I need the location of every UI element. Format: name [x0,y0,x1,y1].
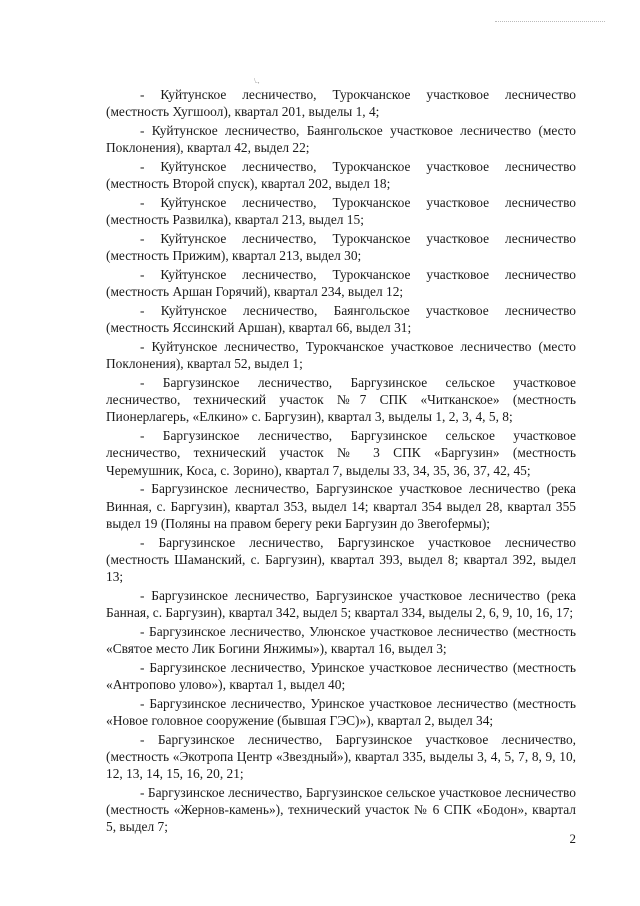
list-item: - Баргузинское лесничество, Баргузинское участковое лесничество (река Банная, с. Баргузин), квартал 342, выдел 5; квартал 334, выделы 2, 6, 9, 10, 16, 17; [106,587,576,621]
list-item: - Куйтунское лесничество, Турокчанское участковое лесничество (место Поклонения), квартал 52, выдел 1; [106,339,576,372]
list-item: - Баргузинское лесничество, Улюнское участковое лесничество (местность «Святое место Лик Богини Янжимы»), квартал 16, выдел 3; [106,623,576,657]
list-item: - Баргузинское лесничество, Баргузинское участковое лесничество (река Винная, с. Баргузин), квартал 353, выдел 14; квартал 354 выдел 28, квартал 355 выдел 19 (Поляны на правом берегу реки Баргузин до Звerofермы); [106,481,576,531]
scan-mark [495,21,605,23]
list-item: - Баргузинское лесничество, Баргузинское участковое лесничество, (местность «Экотропа Центр «Звездный»), квартал 335, выделы 3, 4, 5, 7, 8, 9, 10, 12, 13, 14, 15, 16, 20, 21; [106,731,576,782]
list-item: - Куйтунское лесничество, Турокчанское участковое лесничество (местность Прижим), квартал 213, выдел 30; [106,231,576,264]
list-item: - Куйтунское лесничество, Турокчанское участковое лесничество (местность Второй спуск), квартал 202, выдел 18; [106,159,576,192]
list-item: - Баргузинское лесничество, Баргузинское сельское участковое лесничество (местность «Жернов-камень»), технический участок № 6 СПК «Бодон», квартал 5, выдел 7; [106,785,576,835]
list-item: - Баргузинское лесничество, Баргузинское участковое лесничество (местность Шаманский, с. Баргузин), квартал 393, выдел 8; квартал 392, выдел 13; [106,534,576,585]
list-item: - Куйтунское лесничество, Турокчанское участковое лесничество (местность Хугшоол), квартал 201, выделы 1, 4; [106,87,576,120]
list-item: - Куйтунское лесничество, Турокчанское участковое лесничество (местность Развилка), квартал 213, выдел 15; [106,195,576,228]
list-item: - Куйтунское лесничество, Баянгольское участковое лесничество (место Поклонения), квартал 42, выдел 22; [106,123,576,156]
page-number: 2 [569,831,576,846]
paragraph-list [106,86,576,837]
list-item: - Баргузинское лесничество, Уринское участковое лесничество (местность «Новое головное сооружение (бывшая ГЭС)»), квартал 2, выдел 34; [106,695,576,729]
scan-artifact: \., [254,77,260,85]
list-item: - Баргузинское лесничество, Баргузинское сельское участковое лесничество, технический участок №7 СПК «Читканское» (местность Пионерлагерь, «Елкино» с. Баргузин), квартал 3, выделы 1, 2, 3, 4, 5, 8; [106,375,576,425]
list-item: - Баргузинское лесничество, Баргузинское сельское участковое лесничество, технический участок № 3 СПК «Баргузин» (местность Черемушник, Коса, с. Зорино), квартал 7, выделы 33, 34, 35, 36, 37, 42, 45; [106,428,576,478]
list-item: - Куйтунское лесничество, Баянгольское участковое лесничество (местность Яссинский Аршан), квартал 66, выдел 31; [106,303,576,336]
list-item: - Куйтунское лесничество, Турокчанское участковое лесничество (местность Аршан Горячий), квартал 234, выдел 12; [106,267,576,300]
list-item: - Баргузинское лесничество, Уринское участковое лесничество (местность «Антропово улово»), квартал 1, выдел 40; [106,659,576,693]
